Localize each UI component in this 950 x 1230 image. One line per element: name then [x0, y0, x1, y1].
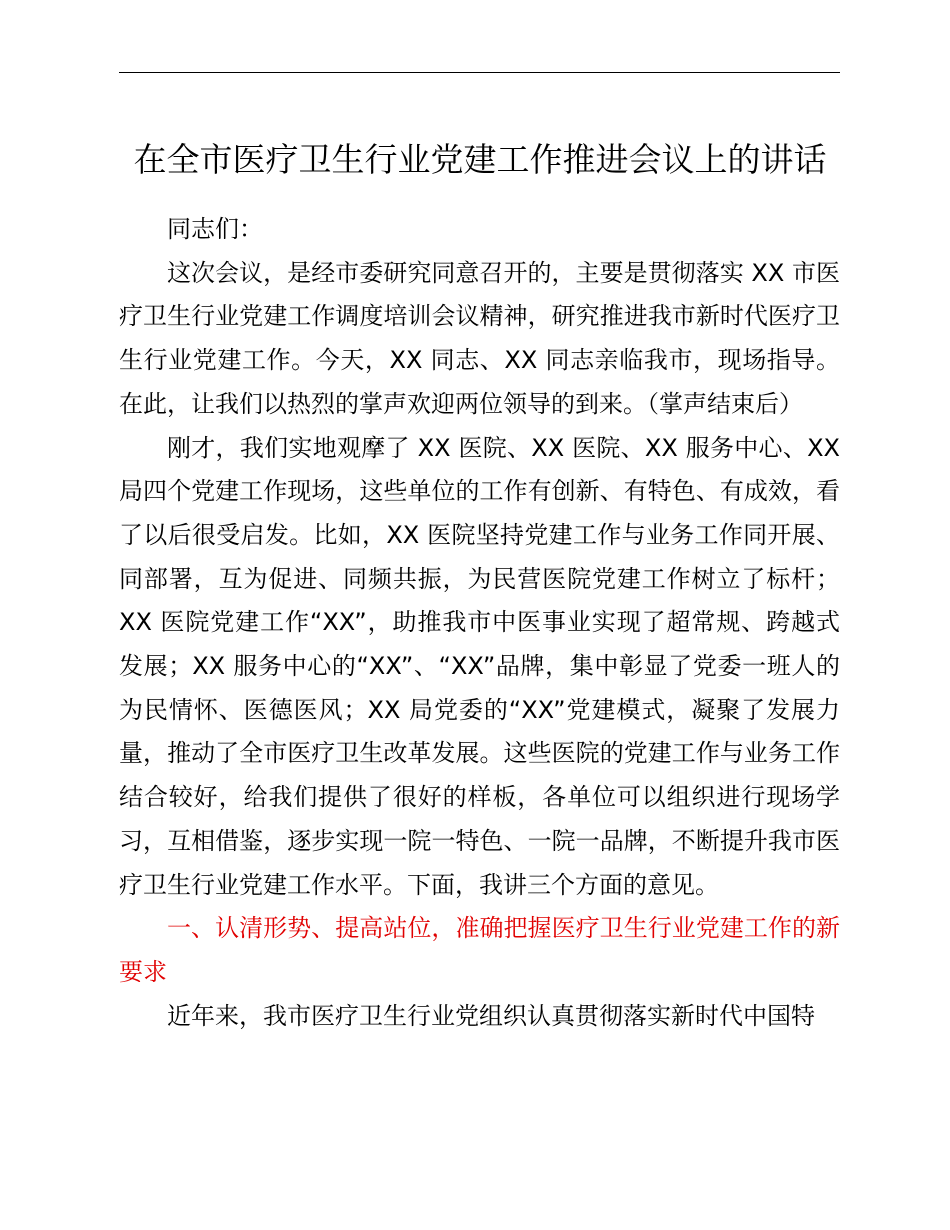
paragraph-observation: 刚才，我们实地观摩了 XX 医院、XX 医院、XX 服务中心、XX 局四个党建工作现场，这些单位的工作有创新、有特色、有成效，看了以后很受启发。比如，XX 医院坚持党建工作与业务工作同开展、同部署，互为促进、同频共振，为民营医院党建工作树立了标杆；XX 医院党建工作“XX”，助推我市中医事业实现了超常规、跨越式发展；XX 服务中心的“XX”、“XX”品牌，集中彰显了党委一班人的为民情怀、医德医风；XX 局党委的“XX”党建模式，凝聚了发展力量，推动了全市医疗卫生改革发展。这些医院的党建工作与业务工作结合较好，给我们提供了很好的样板，各单位可以组织进行现场学习，互相借鉴，逐步实现一院一特色、一院一品牌，不断提升我市医疗卫生行业党建工作水平。下面，我讲三个方面的意见。 — [119, 433, 840, 899]
paragraph-intro: 这次会议，是经市委研究同意召开的，主要是贯彻落实 XX 市医疗卫生行业党建工作调度培训会议精神，研究推进我市新时代医疗卫生行业党建工作。今天，XX 同志、XX 同志亲临我市，现场指导。在此，让我们以热烈的掌声欢迎两位领导的到来。（掌声结束后） — [119, 258, 840, 418]
paragraph-section-1-start: 近年来，我市医疗卫生行业党组织认真贯彻落实新时代中国特 — [167, 1001, 815, 1030]
header-rule — [119, 72, 840, 73]
document-title: 在全市医疗卫生行业党建工作推进会议上的讲话 — [133, 140, 827, 179]
section-heading-1: 一、认清形势、提高站位，准确把握医疗卫生行业党建工作的新要求 — [119, 914, 840, 986]
salutation: 同志们： — [167, 215, 263, 243]
document-body — [119, 208, 840, 1038]
